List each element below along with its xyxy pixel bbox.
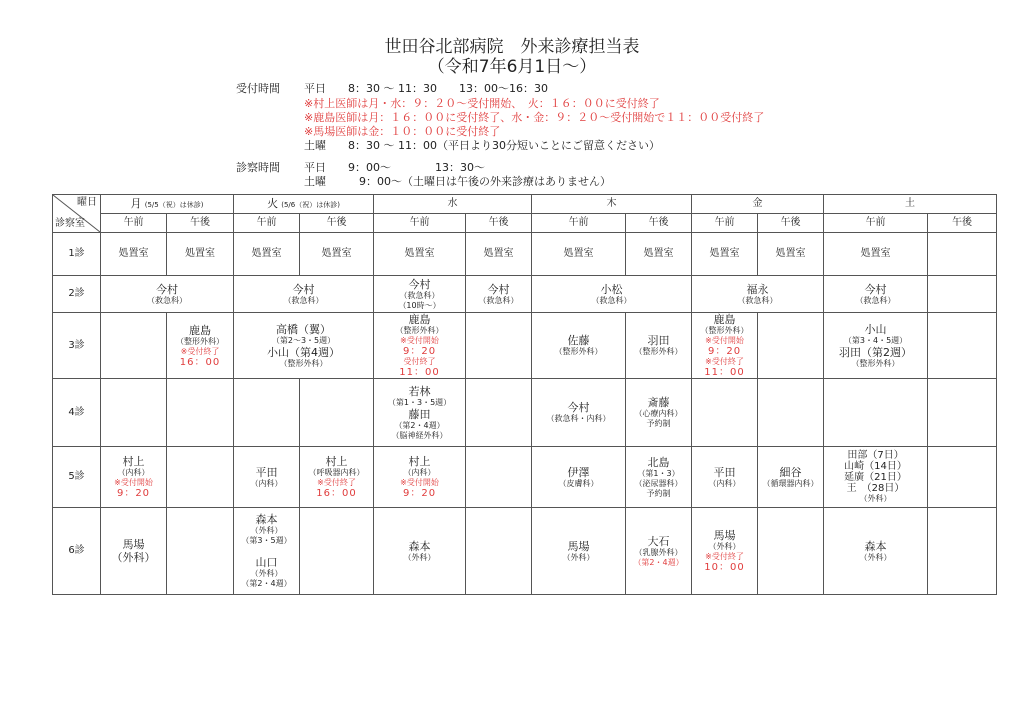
cell-r6-wed-pm xyxy=(466,508,532,595)
cell-r3-tue: 高橋（翼） （第2～3・5週） 小山（第4週） （整形外科） xyxy=(234,313,374,379)
cell-r1-sat-pm xyxy=(928,233,997,276)
cell-r1-mon-pm: 処置室 xyxy=(167,233,234,276)
reception-note-murakami: ※村上医師は月・水：９：２０～受付開始、 火：１６：００に受付終了 xyxy=(304,97,660,110)
cell-r2-mon: 今村 （救急科） xyxy=(101,276,234,313)
cell-r5-sat-pm xyxy=(928,447,997,508)
cell-r2-sat-pm xyxy=(928,276,997,313)
cell-r1-thu-pm: 処置室 xyxy=(626,233,692,276)
day-tue: 火 (5/6（祝）は休診) xyxy=(234,195,374,214)
cell-r6-tue-am: 森本 （外科） （第3・5週） 山口 （外科） （第2・4週） xyxy=(234,508,300,595)
cell-r1-wed-am: 処置室 xyxy=(374,233,466,276)
cell-r4-tue-pm xyxy=(300,379,374,447)
cell-r2-fri: 福永 （救急科） xyxy=(692,276,824,313)
room-row-6 xyxy=(53,508,997,595)
cell-r1-tue-am: 処置室 xyxy=(234,233,300,276)
cell-r5-wed-am: 村上 （内科） ※受付開始 9：20 xyxy=(374,447,466,508)
room-row-5 xyxy=(53,447,997,508)
day-thu: 木 xyxy=(532,195,692,214)
day-wed: 水 xyxy=(374,195,532,214)
reception-note-baba: ※馬場医師は金：１０：００に受付終了 xyxy=(304,125,501,138)
cell-r5-tue-am: 平田 （内科） xyxy=(234,447,300,508)
room-label: 5診 xyxy=(53,447,101,508)
fri-pm-header: 午後 xyxy=(758,214,824,233)
cell-r6-tue-pm xyxy=(300,508,374,595)
cell-r4-thu-pm: 斎藤 （心療内科） 予約制 xyxy=(626,379,692,447)
cell-r4-wed-am: 若林 （第1・3・5週） 藤田 （第2・4週） （脳神経外科） xyxy=(374,379,466,447)
cell-r4-mon-pm xyxy=(167,379,234,447)
cell-r6-mon-pm xyxy=(167,508,234,595)
cell-r4-fri-am xyxy=(692,379,758,447)
reception-saturday: 土曜 8：30 ～ 11：00（平日より30分短いことにご留意ください） xyxy=(304,139,660,152)
cell-r1-fri-am: 処置室 xyxy=(692,233,758,276)
cell-r3-fri-pm xyxy=(758,313,824,379)
tue-pm-header: 午後 xyxy=(300,214,374,233)
corner-day-label: 曜日 xyxy=(77,197,97,208)
cell-r5-thu-am: 伊澤 （皮膚科） xyxy=(532,447,626,508)
cell-r1-tue-pm: 処置室 xyxy=(300,233,374,276)
cell-r1-sat-am: 処置室 xyxy=(824,233,928,276)
cell-r3-wed-am: 鹿島 （整形外科） ※受付開始 9：20 受付終了 11：00 xyxy=(374,313,466,379)
ampm-header-row xyxy=(53,214,997,233)
consult-saturday: 土曜 9：00～（土曜日は午後の外来診療はありません） xyxy=(304,175,611,188)
schedule-table xyxy=(52,194,997,595)
day-header-row xyxy=(53,195,997,214)
cell-r3-thu-pm: 羽田 （整形外科） xyxy=(626,313,692,379)
day-mon: 月 (5/5（祝）は休診) xyxy=(101,195,234,214)
room-row-2 xyxy=(53,276,997,313)
cell-r2-wed-pm: 今村 （救急科） xyxy=(466,276,532,313)
cell-r3-sat-am: 小山 （第3・4・5週） 羽田（第2週） （整形外科） xyxy=(824,313,928,379)
cell-r2-tue: 今村 （救急科） xyxy=(234,276,374,313)
reception-weekday: 平日 8：30 ～ 11：30 13：00～16：30 xyxy=(304,82,548,95)
cell-r6-sat-am: 森本 （外科） xyxy=(824,508,928,595)
cell-r1-wed-pm: 処置室 xyxy=(466,233,532,276)
corner-cell xyxy=(53,195,101,233)
cell-r5-fri-am: 平田 （内科） xyxy=(692,447,758,508)
thu-am-header: 午前 xyxy=(532,214,626,233)
cell-r4-sat-pm xyxy=(928,379,997,447)
cell-r4-sat-am xyxy=(824,379,928,447)
tue-am-header: 午前 xyxy=(234,214,300,233)
page-subtitle: （令和7年6月1日～） xyxy=(427,57,597,77)
cell-r2-thu: 小松 （救急科） xyxy=(532,276,692,313)
cell-r3-wed-pm xyxy=(466,313,532,379)
cell-r1-fri-pm: 処置室 xyxy=(758,233,824,276)
cell-r3-thu-am: 佐藤 （整形外科） xyxy=(532,313,626,379)
cell-r2-wed-am: 今村 （救急科） （10時～） xyxy=(374,276,466,313)
room-row-4 xyxy=(53,379,997,447)
day-sat: 土 xyxy=(824,195,997,214)
page-title: 世田谷北部病院 外来診療担当表 xyxy=(384,37,640,57)
cell-r5-mon-am: 村上 （内科） ※受付開始 9：20 xyxy=(101,447,167,508)
cell-r5-thu-pm: 北島 （第1・3） （泌尿器科） 予約制 xyxy=(626,447,692,508)
cell-r3-mon-pm: 鹿島 （整形外科） ※受付終了 16：00 xyxy=(167,313,234,379)
cell-r1-mon-am: 処置室 xyxy=(101,233,167,276)
cell-r2-sat-am: 今村 （救急科） xyxy=(824,276,928,313)
room-label: 6診 xyxy=(53,508,101,595)
wed-am-header: 午前 xyxy=(374,214,466,233)
cell-r6-sat-pm xyxy=(928,508,997,595)
sat-pm-header: 午後 xyxy=(928,214,997,233)
cell-r6-mon-am: 馬場 （外科） xyxy=(101,508,167,595)
cell-r4-wed-pm xyxy=(466,379,532,447)
room-label: 4診 xyxy=(53,379,101,447)
cell-r5-tue-pm: 村上 （呼吸器内科） ※受付終了 16：00 xyxy=(300,447,374,508)
room-label: 2診 xyxy=(53,276,101,313)
cell-r4-fri-pm xyxy=(758,379,824,447)
room-row-1 xyxy=(53,233,997,276)
cell-r6-fri-am: 馬場 （外科） ※受付終了 10：00 xyxy=(692,508,758,595)
consult-label: 診察時間 xyxy=(236,161,280,174)
cell-r5-fri-pm: 細谷 （循環器内科） xyxy=(758,447,824,508)
cell-r6-thu-am: 馬場 （外科） xyxy=(532,508,626,595)
fri-am-header: 午前 xyxy=(692,214,758,233)
sat-am-header: 午前 xyxy=(824,214,928,233)
cell-r4-tue-am xyxy=(234,379,300,447)
cell-r5-wed-pm xyxy=(466,447,532,508)
cell-r4-thu-am: 今村 （救急科・内科） xyxy=(532,379,626,447)
cell-r5-mon-pm xyxy=(167,447,234,508)
cell-r1-thu-am: 処置室 xyxy=(532,233,626,276)
cell-r3-fri-am: 鹿島 （整形外科） ※受付開始 9：20 ※受付終了 11：00 xyxy=(692,313,758,379)
cell-r6-fri-pm xyxy=(758,508,824,595)
cell-r6-wed-am: 森本 （外科） xyxy=(374,508,466,595)
corner-room-label: 診察室 xyxy=(55,218,85,229)
cell-r4-mon-am xyxy=(101,379,167,447)
cell-r3-sat-pm xyxy=(928,313,997,379)
cell-r5-sat-am: 田部（7日） 山崎（14日） 延廣（21日） 王 （28日） （外科） xyxy=(824,447,928,508)
mon-pm-header: 午後 xyxy=(167,214,234,233)
consult-weekday: 平日 9：00～ 13：30～ xyxy=(304,161,485,174)
cell-r6-thu-pm: 大石 （乳腺外科） （第2・4週） xyxy=(626,508,692,595)
wed-pm-header: 午後 xyxy=(466,214,532,233)
thu-pm-header: 午後 xyxy=(626,214,692,233)
reception-label: 受付時間 xyxy=(236,82,280,95)
reception-note-kashima: ※鹿島医師は月：１６：００に受付終了、水・金：９：２０～受付開始で１１：００受付終了 xyxy=(304,111,765,124)
room-row-3 xyxy=(53,313,997,379)
day-fri: 金 xyxy=(692,195,824,214)
room-label: 3診 xyxy=(53,313,101,379)
mon-am-header: 午前 xyxy=(101,214,167,233)
cell-r3-mon-am xyxy=(101,313,167,379)
room-label: 1診 xyxy=(53,233,101,276)
